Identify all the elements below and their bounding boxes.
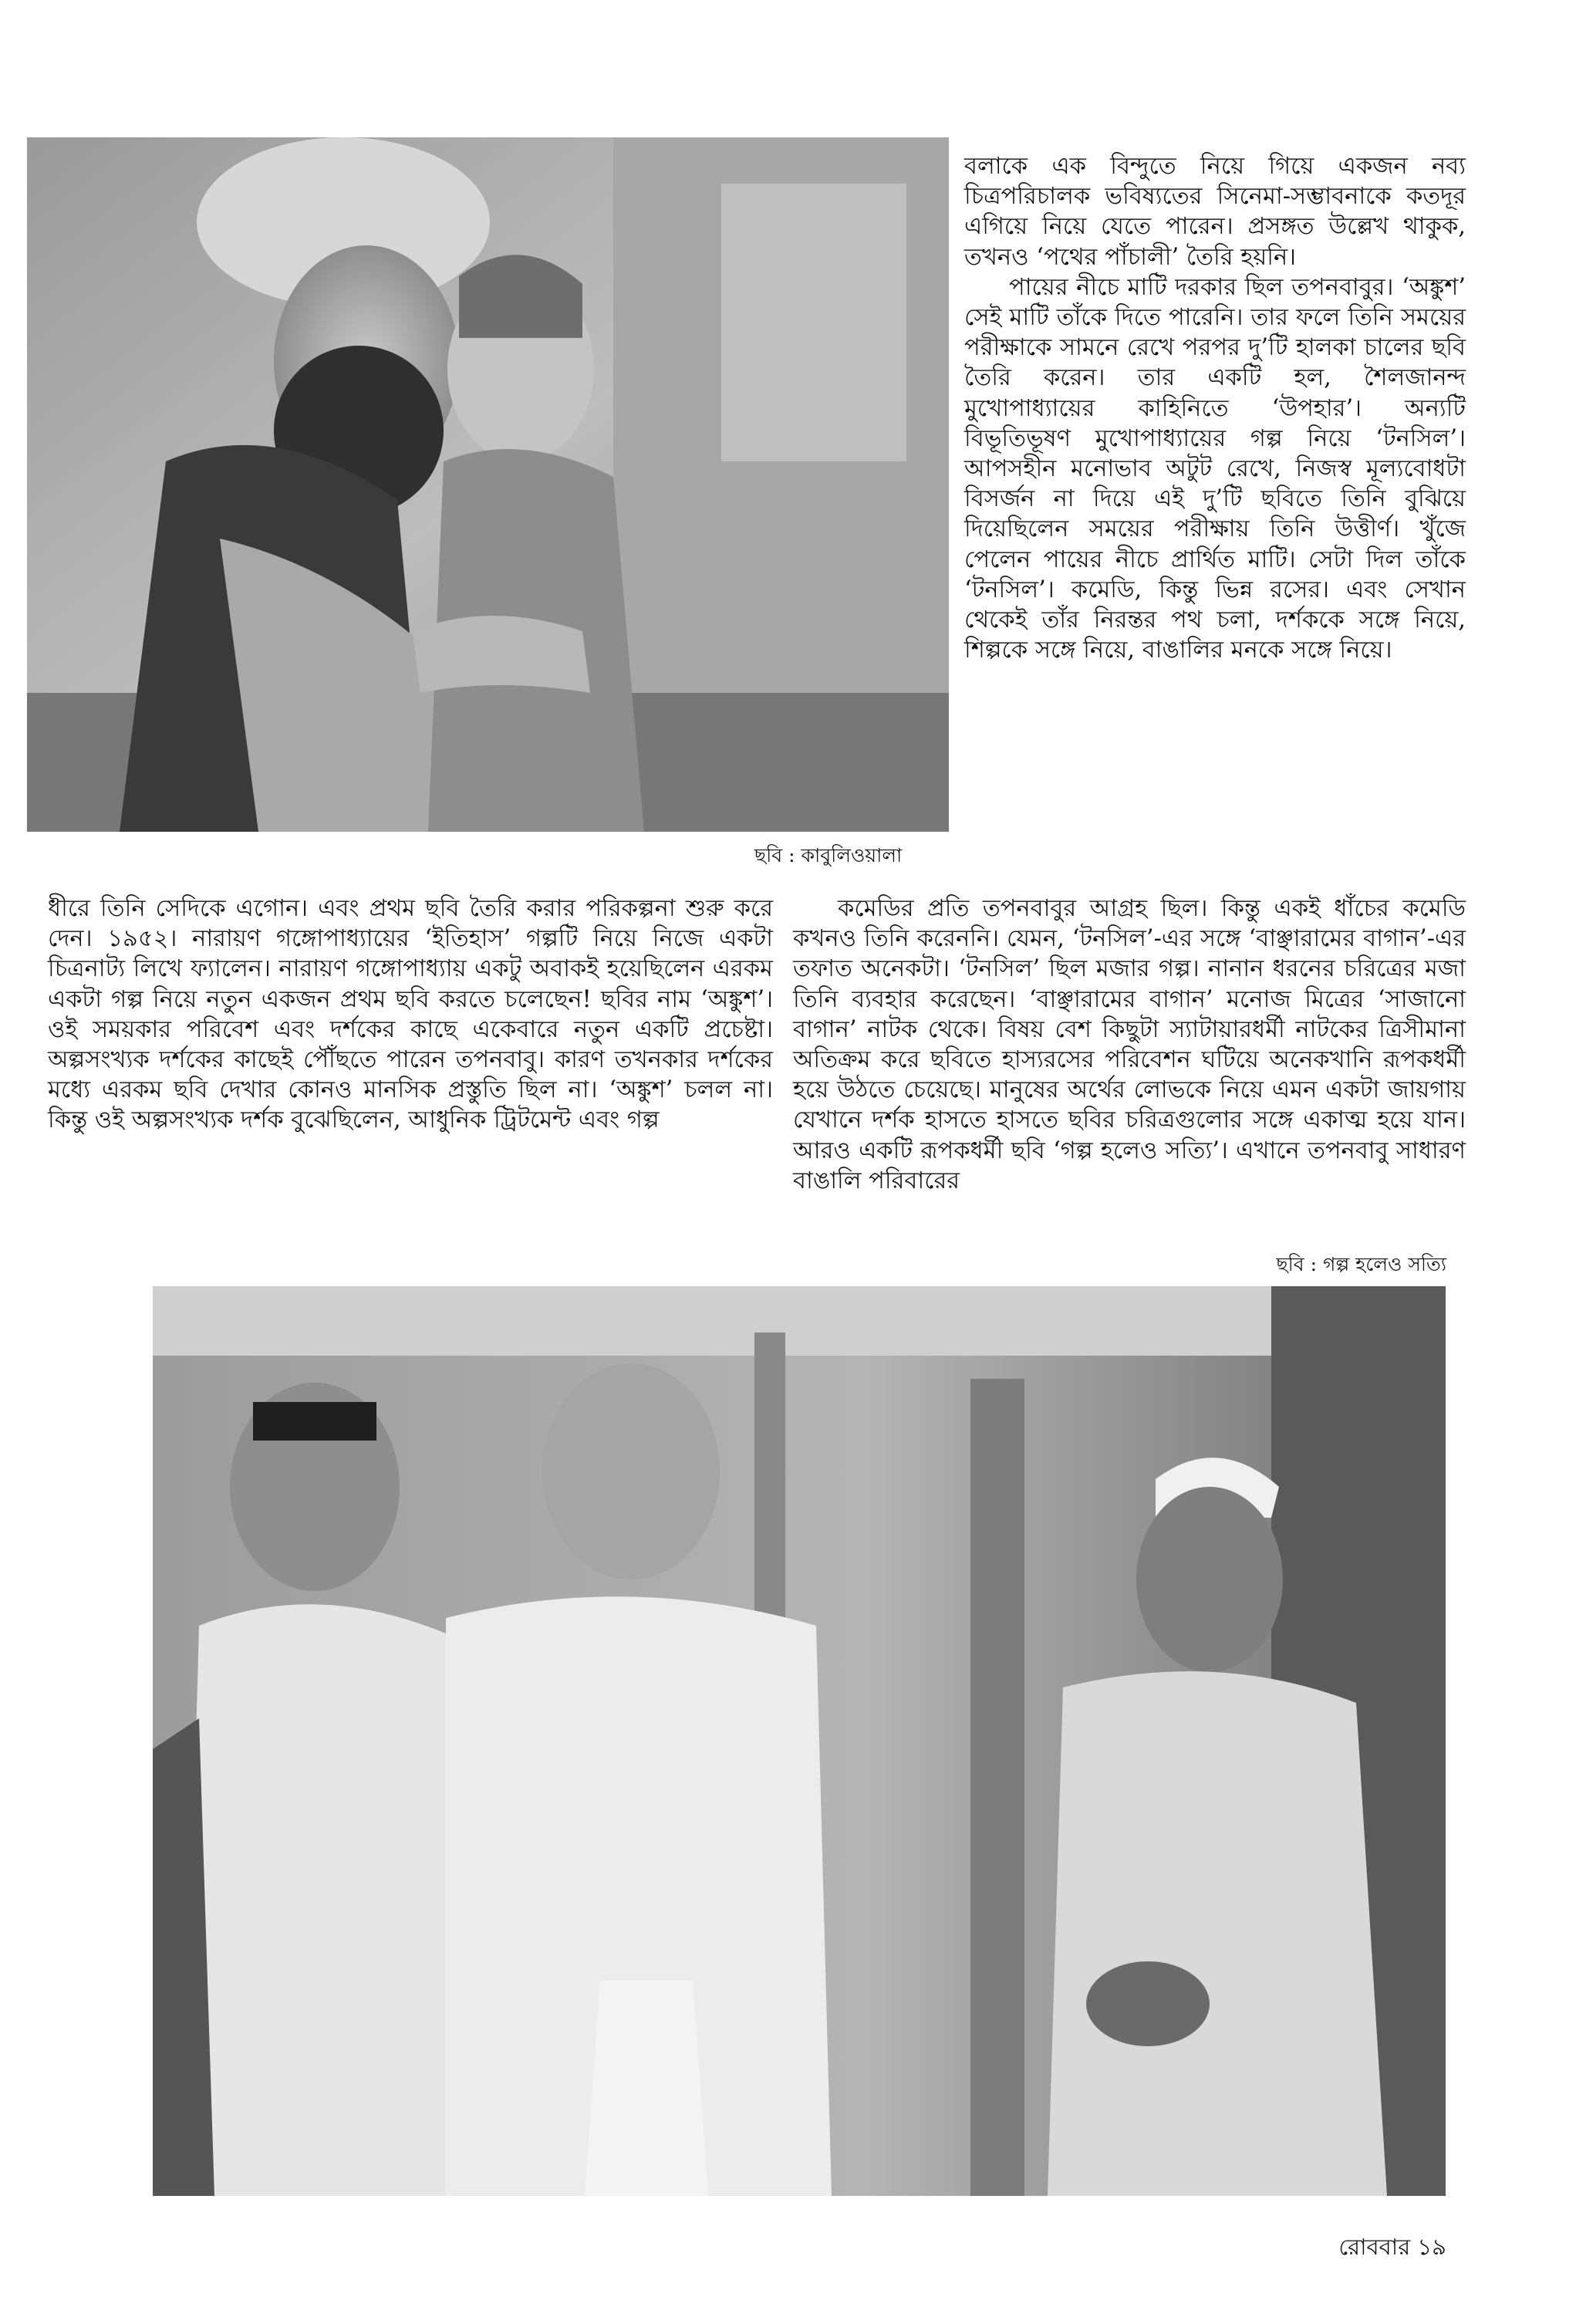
article-left-column xyxy=(48,893,773,1136)
paragraph: ধীরে তিনি সেদিকে এগোন। এবং প্রথম ছবি তৈরি করার পরিকল্পনা শুরু করে দেন। ১৯৫২। নারায়ণ গঙ্গোপাধ্যায়ের ‘ইতিহাস’ গল্পটি নিয়ে নিজে একটা চিত্রনাট্য লিখে ফ্যালেন। নারায়ণ গঙ্গোপাধ্যায় একটু অবাকই হয়েছিলেন এরকম একটা গল্প নিয়ে নতুন একজন প্রথম ছবি করতে চলেছেন! ছবির নাম ‘অঙ্কুশ’। ওই সময়কার পরিবেশ এবং দর্শকের কাছে একেবারে নতুন একটি প্রচেষ্টা। অল্পসংখ্যক দর্শকের কাছেই পৌঁছতে পারেন তপনবাবু। কারণ তখনকার দর্শকের মধ্যে এরকম ছবি দেখার কোনও মানসিক প্রস্তুতি ছিল না। ‘অঙ্কুশ’ চলল না। কিন্তু ওই অল্পসংখ্যক দর্শক বুঝেছিলেন, আধুনিক ট্রিটমেন্ট এবং গল্প xyxy=(48,895,773,1134)
article-mid-column xyxy=(793,893,1466,1196)
paragraph: বলাকে এক বিন্দুতে নিয়ে গিয়ে একজন নব্য চিত্রপরিচালক ভবিষ্যতের সিনেমা-সম্ভাবনাকে কতদূর এগিয়ে নিয়ে যেতে পারেন। প্রসঙ্গত উল্লেখ থাকুক, তখনও ‘পথের পাঁচালী’ তৈরি হয়নি। xyxy=(964,153,1466,271)
caption-kabuliwala: ছবি : কাবুলিওয়ালা xyxy=(754,844,903,866)
photo-kabuliwala xyxy=(27,137,949,832)
paragraph: পায়ের নীচে মাটি দরকার ছিল তপনবাবুর। ‘অঙ্কুশ’ সেই মাটি তাঁকে দিতে পারেনি। তার ফলে তিনি সময়ের পরীক্ষাকে সামনে রেখে পরপর দু’টি হালকা চালের ছবি তৈরি করেন। তার একটি হল, শৈলজানন্দ মুখোপাধ্যায়ের কাহিনিতে ‘উপহার’। অন্যটি বিভূতিভূষণ মুখোপাধ্যায়ের গল্প নিয়ে ‘টনসিল’। আপসহীন মনোভাব অটুট রেখে, নিজস্ব মূল্যবোধটা বিসর্জন না দিয়ে এই দু’টি ছবিতে তিনি বুঝিয়ে দিয়েছিলেন সময়ের পরীক্ষায় তিনি উত্তীর্ণ। খুঁজে পেলেন পায়ের নীচে প্রার্থিত মাটি। সেটা দিল তাঁকে ‘টনসিল’। কমেডি, কিন্তু ভিন্ন রসের। এবং সেখান থেকেই তাঁর নিরন্তর পথ চলা, দর্শককে সঙ্গে নিয়ে, শিল্পকে সঙ্গে নিয়ে, বাঙালির মনকে সঙ্গে নিয়ে। xyxy=(964,273,1466,664)
article-right-column xyxy=(964,151,1466,665)
photo-golpo-holeo-sotti xyxy=(153,1286,1446,2196)
paragraph: কমেডির প্রতি তপনবাবুর আগ্রহ ছিল। কিন্তু একই ধাঁচের কমেডি কখনও তিনি করেননি। যেমন, ‘টনসিল’-এর সঙ্গে ‘বাঞ্ছারামের বাগান’-এর তফাত অনেকটা। ‘টনসিল’ ছিল মজার গল্প। নানান ধরনের চরিত্রের মজা তিনি ব্যবহার করেছেন। ‘বাঞ্ছারামের বাগান’ মনোজ মিত্রের ‘সাজানো বাগান’ নাটক থেকে। বিষয় বেশ কিছুটা স্যাটায়ারধর্মী নাটকের ত্রিসীমানা অতিক্রম করে ছবিতে হাস্যরসের পরিবেশন ঘটিয়ে অনেকখানি রূপকধর্মী হয়ে উঠতে চেয়েছে। মানুষের অর্থের লোভকে নিয়ে এমন একটা জায়গায় যেখানে দর্শক হাসতে হাসতে ছবির চরিত্রগুলোর সঙ্গে একাত্ম হয়ে যান। আরও একটি রূপকধর্মী ছবি ‘গল্প হলেও সত্যি’। এখানে তপনবাবু সাধারণ বাঙালি পরিবারের xyxy=(793,895,1466,1194)
caption-golpo-holeo-sotti: ছবি : গল্প হলেও সত্যি xyxy=(1276,1253,1446,1275)
page-footer: রোববার ১৯ xyxy=(1338,2234,1446,2260)
photo-golpo-holeo-sotti-image xyxy=(153,1286,1446,2196)
photo-kabuliwala-image xyxy=(27,137,949,832)
